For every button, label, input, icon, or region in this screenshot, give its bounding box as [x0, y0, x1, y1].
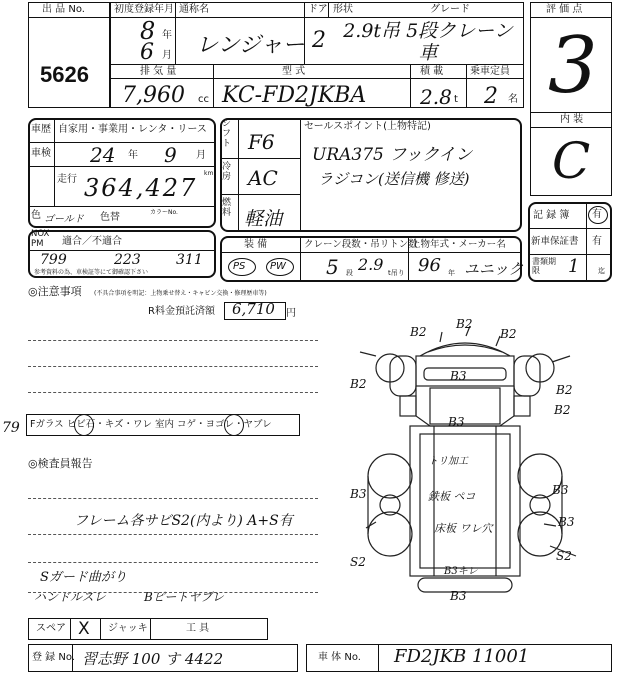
- bed-note-3: 床板 ワレ穴: [434, 522, 493, 535]
- reg-value: 習志野 100 す 4422: [82, 650, 224, 668]
- fuel-value: 軽油: [244, 208, 283, 230]
- selling-line1: URA375 フックイン: [312, 145, 473, 165]
- chassis-value: FD2JKB 11001: [394, 646, 530, 667]
- caution-label: ◎注意事項: [28, 285, 82, 298]
- recycle-value: 6,710: [232, 300, 275, 318]
- docs-unit: 迄: [598, 267, 605, 275]
- model-label: 型 式: [282, 66, 306, 77]
- crane-stages: 5: [326, 255, 339, 279]
- warranty-label: 新車保証書: [531, 236, 579, 247]
- report-line1: フレーム各サビS2(内より) A+S有: [74, 513, 293, 529]
- mark-s2-1: S2: [350, 555, 366, 569]
- inspection-month: 9: [164, 143, 177, 167]
- bed-note-1: トリ加工: [428, 456, 468, 467]
- displacement-value: 7,960: [122, 83, 185, 108]
- cc-unit: cc: [198, 94, 209, 105]
- report-line3: ハンドルスレ: [34, 590, 106, 604]
- interior-label: 内 装: [560, 114, 584, 125]
- grade-value: 2.9t吊 5段クレーン車: [343, 20, 513, 64]
- mark-b3-kire: B3キレ: [444, 566, 478, 577]
- interior-value: C: [552, 132, 591, 190]
- upper-maker: ユニック: [464, 260, 524, 278]
- color-value: ゴールド: [44, 214, 84, 225]
- load-value: 2.8: [420, 85, 452, 109]
- reg-label: 登 録 No.: [32, 652, 75, 663]
- shape-label: 形状: [333, 4, 353, 15]
- ac-value: AC: [248, 166, 278, 190]
- door-label: ドア: [308, 4, 328, 15]
- inspector-label: ◎検査員報告: [28, 457, 93, 470]
- score-value: 3: [548, 21, 598, 111]
- mark-b2-2: B2: [456, 317, 473, 331]
- recycle-unit: 円: [286, 308, 296, 319]
- mileage-value: 364,427: [84, 174, 198, 202]
- chassis-label: 車 体 No.: [318, 652, 361, 663]
- selling-label: セールスポイント(上物特記): [304, 121, 431, 132]
- model-value: KC-FD2JKBA: [222, 83, 367, 108]
- mark-b2-6: B2: [554, 403, 571, 417]
- report-line2: Sガード曲がり: [40, 570, 127, 585]
- caution-note: (不具合事項を明記：上物乗せ替え・キャビン交換・修理歴車等): [94, 290, 267, 297]
- mark-b2-3: B2: [500, 327, 517, 341]
- crane-label: クレーン段数・吊リトン数: [304, 239, 418, 250]
- mark-b2-4: B2: [350, 377, 367, 391]
- lot-number: 5626: [40, 62, 89, 87]
- mark-b3-1: B3: [450, 369, 467, 383]
- mark-b3-2: B3: [448, 415, 465, 429]
- pm-value-1: 799: [40, 252, 67, 268]
- vehicle-diagram: [330, 316, 620, 606]
- door-value: 2: [312, 28, 326, 53]
- load-label: 積 載: [420, 66, 444, 77]
- mark-s2-2: S2: [556, 549, 572, 563]
- first-reg-month: 6: [140, 40, 154, 65]
- jack-label: ジャッキ: [108, 623, 148, 634]
- pm-value-2: 223: [114, 252, 141, 268]
- equip-pw: PW: [270, 261, 286, 272]
- shift-value: F6: [248, 130, 275, 154]
- fuel-label: 燃料: [222, 198, 232, 218]
- year-unit: 年: [162, 30, 172, 41]
- defect-row-text: Fガラス ヒビ石・キズ・ワレ 室内 コゲ・ヨゴレ・ヤブレ: [30, 419, 272, 430]
- crane-ton-unit: t吊り: [388, 269, 405, 277]
- inspection-year: 24: [90, 143, 116, 167]
- equip-label: 装 備: [244, 239, 268, 250]
- vehicle-type-options: 自家用・事業用・レンタ・リース: [58, 124, 207, 135]
- tools-label: 工 具: [186, 623, 210, 634]
- spare-value: X: [78, 619, 90, 639]
- bed-note-2: 鉄板 ペコ: [428, 490, 476, 503]
- nox-label: NOX PM: [31, 229, 50, 249]
- inspection-month-unit: 月: [196, 150, 206, 161]
- first-reg-label: 初度登録年月: [114, 4, 174, 15]
- shift-label: シフト: [222, 119, 232, 149]
- crane-stage-unit: 段: [346, 269, 353, 277]
- spare-label: スペア: [36, 623, 66, 634]
- mark-b2-7: B3: [558, 515, 575, 529]
- warranty-value: 有: [592, 236, 602, 247]
- first-reg-year: 8: [140, 17, 156, 45]
- lot-label: 出 品 No.: [42, 4, 85, 15]
- vehicle-type-label: 車歴: [31, 124, 51, 135]
- record-label: 記 録 簿: [533, 210, 570, 221]
- load-unit: t: [454, 94, 458, 105]
- upper-year-unit: 年: [448, 269, 455, 277]
- capacity-label: 乗車定員: [470, 66, 510, 77]
- recycle-label: R料金預託済額: [148, 306, 215, 317]
- name-value: レンジャー: [196, 33, 305, 58]
- color-change: 色替: [100, 212, 120, 223]
- report-line4: Bピートヤブレ: [144, 590, 224, 604]
- mark-b3-5: B3: [450, 589, 467, 603]
- mark-b3-4: B3: [552, 483, 569, 497]
- color-no-label: カラーNo.: [150, 209, 178, 216]
- selling-line2: ラジコン(送信機 修送): [318, 170, 470, 188]
- mark-b2-1: B2: [410, 325, 427, 339]
- score-label: 評 価 点: [546, 4, 583, 15]
- mark-b2-5: B2: [556, 383, 573, 397]
- margin-mark: 79: [2, 420, 20, 436]
- grade-label: グレード: [430, 4, 470, 15]
- inspection-label: 車検: [31, 148, 51, 159]
- pm-note: 参考資料の為、車検証等にて御確認下さい: [34, 269, 149, 276]
- color-label: 色: [31, 210, 41, 221]
- inspection-year-unit: 年: [128, 150, 138, 161]
- upper-year: 96: [418, 255, 441, 276]
- capacity-unit: 名: [508, 94, 518, 105]
- record-value: 有: [592, 209, 602, 220]
- equip-ps: PS: [233, 261, 246, 272]
- mark-b3-3: B3: [350, 487, 367, 501]
- displacement-label: 排 気 量: [140, 66, 177, 77]
- ac-label: 冷房: [222, 162, 232, 182]
- crane-ton: 2.9: [358, 255, 384, 274]
- name-label: 通称名: [179, 4, 209, 15]
- pm-value-3: 311: [176, 252, 203, 268]
- docs-label: 書類期限: [532, 257, 556, 275]
- km-unit: km: [204, 170, 214, 177]
- month-unit: 月: [162, 50, 172, 61]
- docs-value: 1: [568, 256, 580, 277]
- upper-label: 上物年式・メーカー名: [411, 239, 506, 250]
- mileage-label: 走行: [57, 174, 77, 185]
- capacity-value: 2: [484, 84, 498, 109]
- nox-value: 適合／不適合: [62, 236, 122, 247]
